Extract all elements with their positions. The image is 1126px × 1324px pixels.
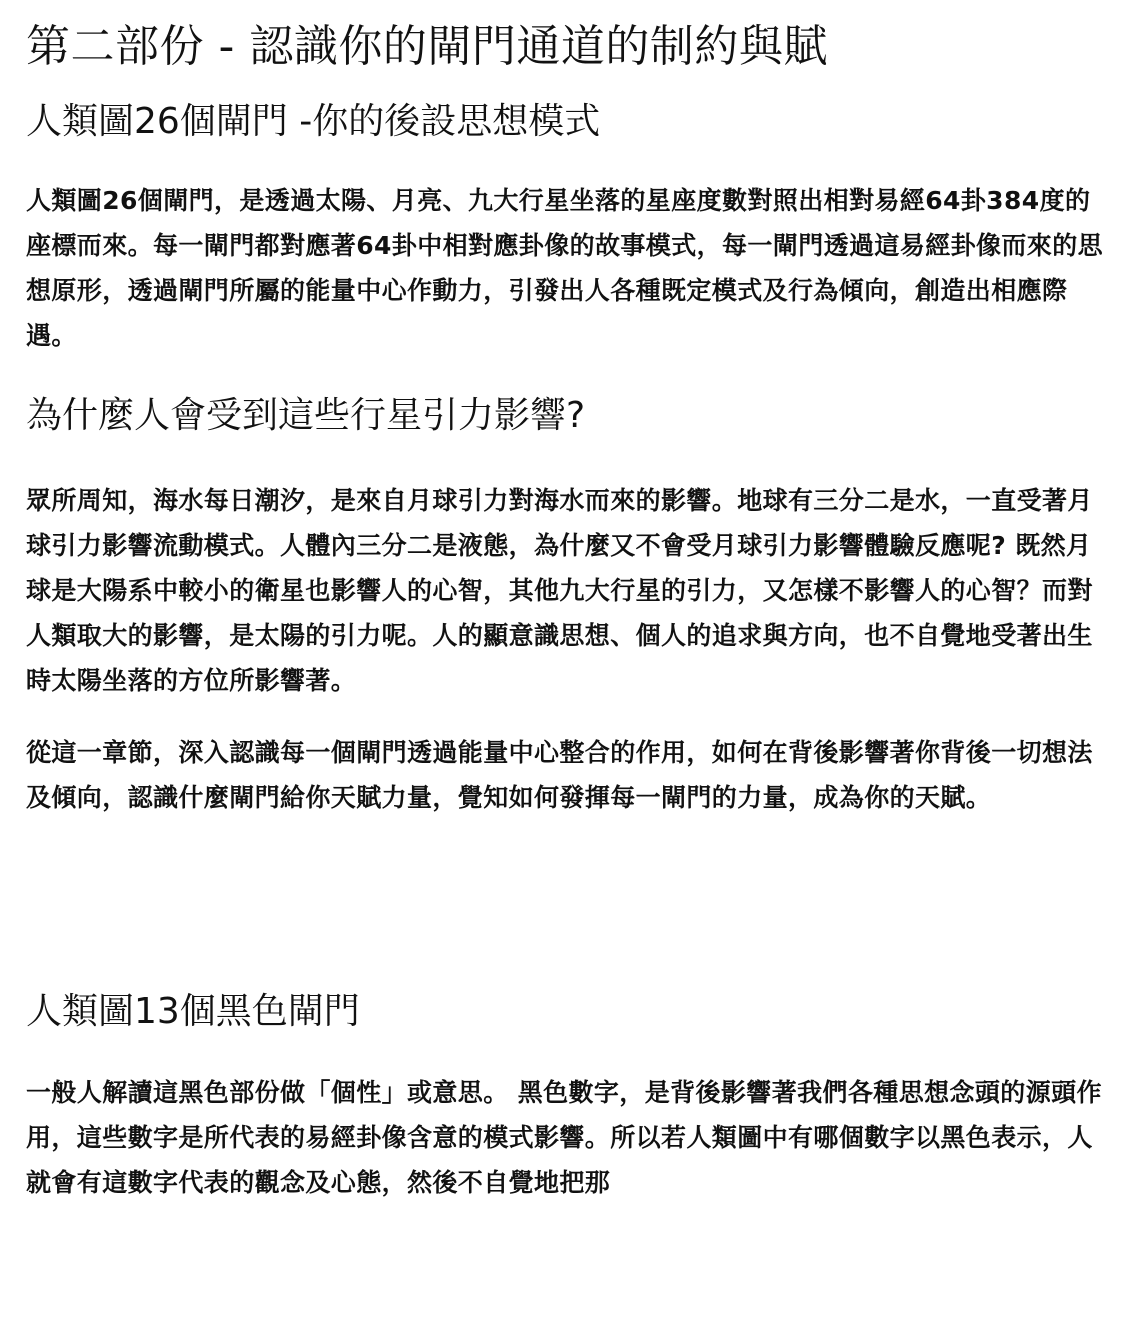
section-heading-black-gates-13: 人類圖13個黑色閘門 (26, 991, 360, 1032)
paragraph-chapter-overview: 從這一章節，深入認識每一個閘門透過能量中心整合的作用，如何在背後影響著你背後一切想法及傾向，認識什麼閘門給你天賦力量，覺知如何發揮每一閘門的力量，成為你的天賦。 (26, 738, 1093, 812)
paragraph-gates-intro: 人類圖26個閘門，是透過太陽、月亮、九大行星坐落的星座度數對照出相對易經64卦384度的座標而來。每一閘門都對應著64卦中相對應卦像的故事模式，每一閘門透過這易經卦像而來的思想原形，透過閘門所屬的能量中心作動力，引發出人各種既定模式及行為傾向，創造出相應際遇。 (26, 186, 1103, 350)
section-heading-planet-gravity: 為什麼人會受到這些行星引力影響? (26, 395, 586, 436)
page-title: 第二部份 - 認識你的閘門通道的制約與賦 (26, 21, 828, 72)
paragraph-gravity-influence: 眾所周知，海水每日潮汐，是來自月球引力對海水而來的影響。地球有三分二是水，一直受著月球引力影響流動模式。人體內三分二是液態，為什麼又不會受月球引力影響體驗反應呢? 既然月球是大陽系中較小的衛星也影響人的心智，其他九大行星的引力，又怎樣不影響人的心智？而對人類取大的影響，是太陽的引力呢。人的顯意識思想、個人的追求與方向，也不自覺地受著出生時太陽坐落的方位所影響著。 (26, 486, 1093, 695)
article (26, 0, 1110, 1205)
paragraph-black-gates: 一般人解讀這黑色部份做「個性」或意思。 黑色數字，是背後影響著我們各種思想念頭的源頭作用，這些數字是所代表的易經卦像含意的模式影響。所以若人類圖中有哪個數字以黑色表示，人就會有這數字代表的觀念及心態，然後不自覺地把那 (26, 1078, 1102, 1197)
section-heading-gates-26: 人類圖26個閘門 -你的後設思想模式 (26, 101, 601, 142)
